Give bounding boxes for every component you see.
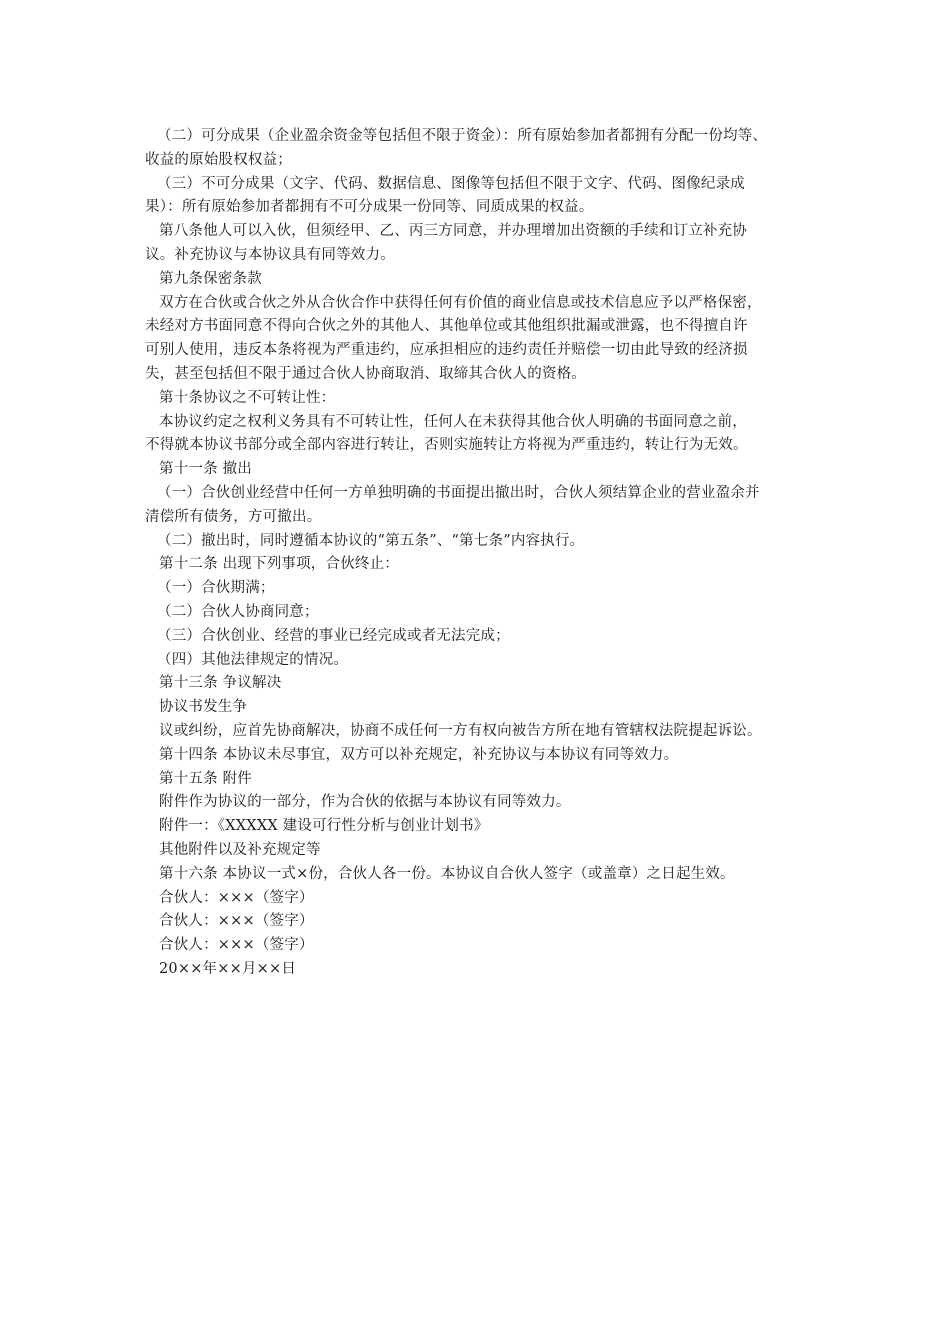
signature-line: 合伙人：×××（签字） <box>159 889 314 906</box>
paragraph-line: 可别人使用，违反本条将视为严重违约，应承担相应的违约责任并赔偿一切由此导致的经济损 <box>145 342 748 359</box>
paragraph-line: （三）不可分成果（文字、代码、数据信息、图像等包括但不限于文字、代码、图像纪录成 <box>157 175 745 192</box>
paragraph-line: （二）可分成果（企业盈余资金等包括但不限于资金）：所有原始参加者都拥有分配一份均等、 <box>157 128 768 144</box>
article-16-line: 第十六条 本协议一式×份，合伙人各一份。本协议自合伙人签字（或盖章）之日起生效。 <box>159 865 735 882</box>
paragraph-line: 果）：所有原始参加者都拥有不可分成果一份同等、同质成果的权益。 <box>145 199 594 216</box>
list-item: （四）其他法律规定的情况。 <box>157 651 349 668</box>
list-item: （二）合伙人协商同意； <box>157 603 319 620</box>
paragraph-line: 其他附件以及补充规定等 <box>159 841 321 858</box>
article-15-heading: 第十五条 附件 <box>159 770 253 787</box>
document-body <box>145 125 815 982</box>
paragraph-line: 协议书发生争 <box>159 699 248 716</box>
paragraph-line: 议。补充协议与本协议具有同等效力。 <box>145 246 395 263</box>
paragraph-line: 失，甚至包括但不限于通过合伙人协商取消、取缔其合伙人的资格。 <box>145 365 586 382</box>
paragraph-line: 收益的原始股权权益； <box>145 151 292 168</box>
paragraph-line: 议或纠纷，应首先协商解决，协商不成任何一方有权向被告方所在地有管辖权法院提起诉讼。 <box>159 722 762 739</box>
paragraph-line: 双方在合伙或合伙之外从合伙合作中获得任何有价值的商业信息或技术信息应予以严格保密， <box>159 294 762 311</box>
paragraph-line: 本协议约定之权利义务具有不可转让性，任何人在未获得其他合伙人明确的书面同意之前， <box>159 413 747 430</box>
attachment-line: 附件一：《XXXXX 建设可行性分析与创业计划书》 <box>159 818 489 835</box>
paragraph-line: 附件作为协议的一部分，作为合伙的依据与本协议有同等效力。 <box>159 794 571 811</box>
paragraph-line: 清偿所有债务，方可撤出。 <box>145 508 322 525</box>
paragraph-line: （一）合伙创业经营中任何一方单独明确的书面提出撤出时，合伙人须结算企业的营业盈余并 <box>157 484 760 501</box>
article-11-heading: 第十一条 撤出 <box>159 461 253 478</box>
article-12-heading: 第十二条 出现下列事项，合伙终止： <box>159 556 400 573</box>
article-13-heading: 第十三条 争议解决 <box>159 675 282 692</box>
paragraph-line: （二）撤出时，同时遵循本协议的“第五条”、“第七条”内容执行。 <box>157 532 585 549</box>
signature-line: 合伙人：×××（签字） <box>159 913 314 930</box>
list-item: （一）合伙期满； <box>157 580 275 597</box>
article-14-line: 第十四条 本协议未尽事宜，双方可以补充规定，补充协议与本协议有同等效力。 <box>159 746 679 763</box>
paragraph-line: 不得就本协议书部分或全部内容进行转让，否则实施转让方将视为严重违约，转让行为无效。 <box>145 437 748 454</box>
article-10-heading: 第十条协议之不可转让性： <box>159 389 336 406</box>
date-line: 20××年××月××日 <box>159 960 297 977</box>
list-item: （三）合伙创业、经营的事业已经完成或者无法完成； <box>157 627 510 644</box>
paragraph-line: 未经对方书面同意不得向合伙之外的其他人、其他单位或其他组织批漏或泄露，也不得擅自许 <box>145 318 748 335</box>
article-8-line: 第八条他人可以入伙，但须经甲、乙、丙三方同意，并办理增加出资额的手续和订立补充协 <box>159 223 747 240</box>
signature-line: 合伙人：×××（签字） <box>159 937 314 954</box>
article-9-heading: 第九条保密条款 <box>159 270 262 287</box>
